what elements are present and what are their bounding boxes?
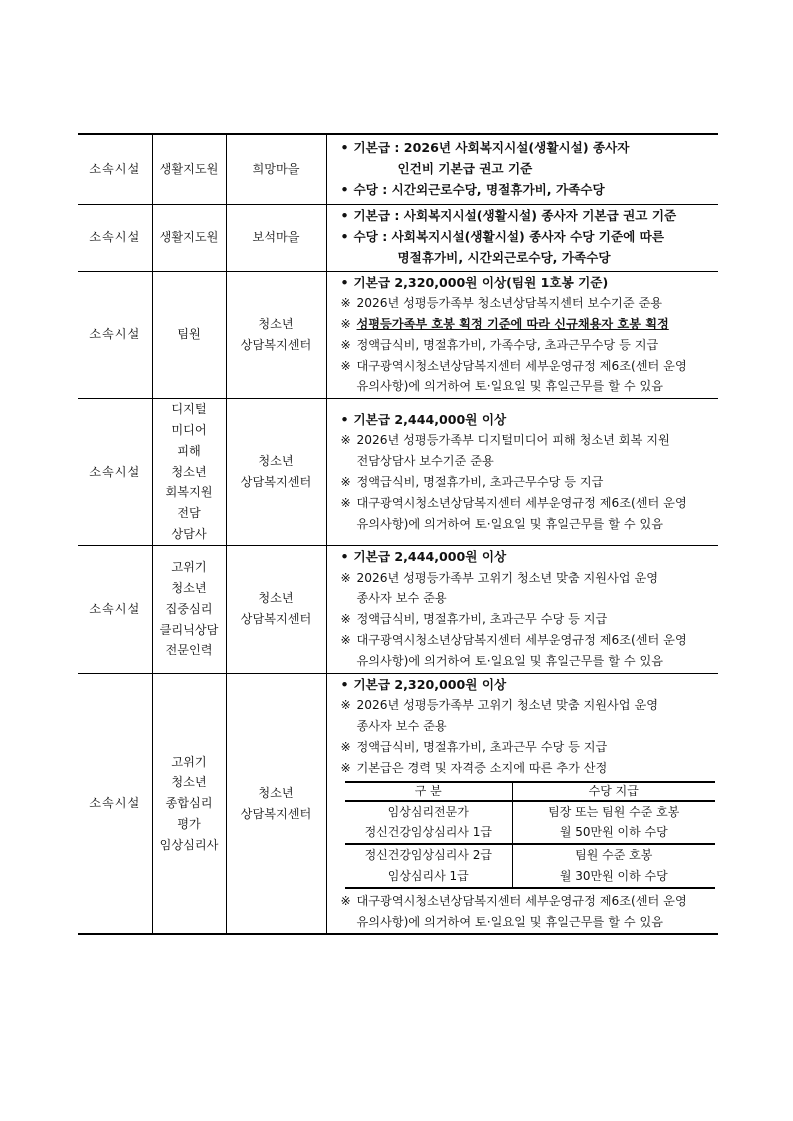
- salary-table: [78, 133, 718, 935]
- detail-bullet-text: 기본급 2,320,000원 이상: [353, 676, 507, 692]
- note-mark-icon: ※: [340, 317, 351, 332]
- detail-note-text: 정액급식비, 명절휴가비, 가족수당, 초과근무수당 등 지급: [356, 337, 659, 352]
- table-row: [78, 271, 718, 399]
- facility-line: 보석마을: [252, 230, 300, 245]
- facility-line: 상담복지센터: [240, 806, 312, 821]
- detail-cell: [326, 673, 718, 934]
- bullet-dot-icon: •: [340, 208, 349, 224]
- detail-note-line: [341, 493, 717, 514]
- facility-line: 청소년: [258, 591, 294, 606]
- facility-cell: [226, 545, 326, 673]
- detail-note-text: 기본급은 경력 및 자격증 소지에 따른 추가 산정: [356, 760, 608, 775]
- subtable-category-line: 정신건강임상심리사 1급: [364, 825, 492, 840]
- subtable-allowance-line: 월 50만원 이하 수당: [559, 825, 668, 840]
- detail-bullet-line: [341, 138, 717, 159]
- job-title-line: 청소년: [171, 775, 207, 790]
- detail-note-line: [341, 630, 717, 651]
- detail-note-text: 정액급식비, 명절휴가비, 초과근무수당 등 지급: [356, 475, 604, 490]
- detail-continuation-line: 종사자 보수 준용: [356, 591, 447, 606]
- detail-bullet-line: [341, 273, 717, 294]
- category-cell: 소속시설: [78, 134, 152, 204]
- detail-bullet-text: 수당 : 사회복지시설(생활시설) 종사자 수당 기준에 따른: [353, 229, 664, 245]
- category-cell: 소속시설: [78, 673, 152, 934]
- table-row: [78, 204, 718, 271]
- bullet-dot-icon: •: [340, 676, 349, 692]
- detail-note-line: [341, 314, 717, 335]
- detail-note-line: [341, 472, 717, 493]
- category-cell: 소속시설: [78, 271, 152, 399]
- subtable-allowance-line: 팀원 수준 호봉: [575, 848, 653, 863]
- job-title-line: 미디어: [171, 423, 207, 438]
- subtable-header-cell: 수당 지급: [513, 782, 715, 801]
- detail-note-text: 2026년 성평등가족부 청소년상담복지센터 보수기준 준용: [356, 296, 663, 311]
- job-title-line: 전문인력: [165, 643, 213, 658]
- salary-table-body: [78, 134, 718, 934]
- detail-bullet-text: 기본급 : 2026년 사회복지시설(생활시설) 종사자: [353, 140, 630, 156]
- facility-line: 청소년: [258, 785, 294, 800]
- subtable-category-line: 정신건강임상심리사 2급: [364, 848, 492, 863]
- detail-note-line: [341, 695, 717, 716]
- job-title-line: 클리닉상담: [159, 622, 219, 637]
- detail-bullet-text: 기본급 2,444,000원 이상: [353, 411, 507, 427]
- detail-note-text: 정액급식비, 명절휴가비, 초과근무 수당 등 지급: [356, 612, 608, 627]
- note-mark-icon: ※: [340, 337, 351, 352]
- note-mark-icon: ※: [340, 358, 351, 373]
- facility-line: 상담복지센터: [240, 612, 312, 627]
- detail-note-line: [341, 335, 717, 356]
- job-title-line: 생활지도원: [159, 230, 219, 245]
- note-mark-icon: ※: [340, 760, 351, 775]
- facility-line: 희망마을: [252, 161, 300, 176]
- detail-bullet-text: 기본급 : 사회복지시설(생활시설) 종사자 기본급 권고 기준: [353, 208, 677, 224]
- detail-continuation-line: 유의사항)에 의거하여 토·일요일 및 휴일근무를 할 수 있음: [356, 653, 664, 668]
- detail-note-line: [341, 293, 717, 314]
- job-title-line: 임상심리사: [159, 837, 219, 852]
- note-mark-icon: ※: [340, 740, 351, 755]
- subtable-row: [345, 844, 715, 888]
- facility-cell: [226, 204, 326, 271]
- job-title-cell: [152, 271, 226, 399]
- facility-cell: [226, 271, 326, 399]
- job-title-line: 종합심리: [165, 796, 213, 811]
- detail-note-line: [341, 568, 717, 589]
- note-mark-icon: ※: [340, 475, 351, 490]
- job-title-line: 청소년: [171, 464, 207, 479]
- bullet-dot-icon: •: [340, 229, 349, 245]
- detail-continuation-line: 유의사항)에 의거하여 토·일요일 및 휴일근무를 할 수 있음: [356, 379, 664, 394]
- detail-continuation-line: 유의사항)에 의거하여 토·일요일 및 휴일근무를 할 수 있음: [356, 914, 664, 929]
- table-row: [78, 134, 718, 204]
- subtable-category-cell: [345, 844, 513, 888]
- detail-cell: [326, 204, 718, 271]
- job-title-cell: [152, 545, 226, 673]
- facility-cell: [226, 399, 326, 546]
- bullet-dot-icon: •: [340, 548, 349, 564]
- subtable-category-line: 임상심리사 1급: [387, 869, 469, 884]
- subtable-row: [345, 801, 715, 845]
- detail-continuation-line: 유의사항)에 의거하여 토·일요일 및 휴일근무를 할 수 있음: [356, 516, 664, 531]
- job-title-line: 고위기: [171, 754, 207, 769]
- job-title-line: 고위기: [171, 560, 207, 575]
- facility-line: 상담복지센터: [240, 337, 312, 352]
- job-title-cell: [152, 673, 226, 934]
- note-mark-icon: ※: [340, 570, 351, 585]
- detail-note-text: 2026년 성평등가족부 디지털미디어 피해 청소년 회복 지원: [356, 433, 670, 448]
- note-mark-icon: ※: [340, 893, 351, 908]
- detail-bullet-text: 수당 : 시간외근로수당, 명절휴가비, 가족수당: [353, 181, 605, 197]
- job-title-line: 팀원: [177, 327, 201, 342]
- subtable-allowance-line: 월 30만원 이하 수당: [559, 869, 668, 884]
- detail-indent-line: 인건비 기본급 권고 기준: [397, 160, 533, 176]
- table-row: [78, 399, 718, 546]
- detail-cell: [326, 545, 718, 673]
- table-row: [78, 673, 718, 934]
- detail-note-text: 정액급식비, 명절휴가비, 초과근무 수당 등 지급: [356, 740, 608, 755]
- subtable-category-cell: [345, 801, 513, 845]
- job-title-line: 생활지도원: [159, 161, 219, 176]
- job-title-line: 상담사: [171, 527, 207, 542]
- detail-continuation-line: 종사자 보수 준용: [356, 719, 447, 734]
- note-mark-icon: ※: [340, 433, 351, 448]
- subtable-allowance-line: 팀장 또는 팀원 수준 호봉: [548, 804, 680, 819]
- category-cell: 소속시설: [78, 545, 152, 673]
- note-mark-icon: ※: [340, 296, 351, 311]
- detail-bullet-line: [341, 227, 717, 248]
- job-title-line: 전담: [177, 506, 201, 521]
- detail-note-line: [341, 758, 717, 779]
- detail-note-line: [341, 737, 717, 758]
- detail-bullet-text: 기본급 2,320,000원 이상(팀원 1호봉 기준): [353, 274, 609, 290]
- detail-continuation-line: 전담상담사 보수기준 준용: [356, 454, 494, 469]
- facility-cell: [226, 134, 326, 204]
- detail-note-text: 2026년 성평등가족부 고위기 청소년 맞춤 지원사업 운영: [356, 570, 658, 585]
- detail-bullet-line: [341, 410, 717, 431]
- job-title-cell: [152, 204, 226, 271]
- detail-note-line: [341, 609, 717, 630]
- note-mark-icon: ※: [340, 612, 351, 627]
- detail-note-text: 대구광역시청소년상담복지센터 세부운영규정 제6조(센터 운영: [356, 893, 687, 908]
- job-title-cell: [152, 399, 226, 546]
- detail-bullet-text: 기본급 2,444,000원 이상: [353, 548, 507, 564]
- category-cell: 소속시설: [78, 204, 152, 271]
- detail-note-line: [341, 891, 717, 912]
- subtable-category-line: 임상심리전문가: [387, 804, 469, 819]
- category-cell: 소속시설: [78, 399, 152, 546]
- subtable-allowance-cell: [513, 844, 715, 888]
- detail-bullet-line: [341, 206, 717, 227]
- bullet-dot-icon: •: [340, 411, 349, 427]
- subtable-header-cell: 구 분: [345, 782, 513, 801]
- note-mark-icon: ※: [340, 495, 351, 510]
- job-title-line: 평가: [177, 816, 201, 831]
- allowance-subtable: [345, 781, 715, 889]
- note-mark-icon: ※: [340, 633, 351, 648]
- job-title-cell: [152, 134, 226, 204]
- detail-note-text: 대구광역시청소년상담복지센터 세부운영규정 제6조(센터 운영: [356, 495, 687, 510]
- subtable-header-row: [345, 782, 715, 801]
- facility-line: 청소년: [258, 317, 294, 332]
- detail-note-line: [341, 430, 717, 451]
- subtable-allowance-cell: [513, 801, 715, 845]
- facility-line: 청소년: [258, 454, 294, 469]
- detail-note-text: 2026년 성평등가족부 고위기 청소년 맞춤 지원사업 운영: [356, 698, 658, 713]
- table-row: [78, 545, 718, 673]
- detail-note-text: 대구광역시청소년상담복지센터 세부운영규정 제6조(센터 운영: [356, 633, 687, 648]
- job-title-line: 집중심리: [165, 601, 213, 616]
- job-title-line: 디지털: [171, 402, 207, 417]
- bullet-dot-icon: •: [340, 274, 349, 290]
- detail-note-line: [341, 356, 717, 377]
- job-title-line: 회복지원: [165, 485, 213, 500]
- detail-bullet-line: [341, 547, 717, 568]
- facility-cell: [226, 673, 326, 934]
- bullet-dot-icon: •: [340, 181, 349, 197]
- detail-note-text: 성평등가족부 호봉 획정 기준에 따라 신규채용자 호봉 획정: [356, 317, 669, 332]
- note-mark-icon: ※: [340, 698, 351, 713]
- detail-cell: [326, 399, 718, 546]
- bullet-dot-icon: •: [340, 140, 349, 156]
- job-title-line: 청소년: [171, 581, 207, 596]
- detail-cell: [326, 271, 718, 399]
- detail-note-text: 대구광역시청소년상담복지센터 세부운영규정 제6조(센터 운영: [356, 358, 687, 373]
- detail-cell: [326, 134, 718, 204]
- detail-bullet-line: [341, 675, 717, 696]
- facility-line: 상담복지센터: [240, 475, 312, 490]
- detail-bullet-line: [341, 180, 717, 201]
- job-title-line: 피해: [177, 443, 201, 458]
- detail-indent-line: 명절휴가비, 시간외근로수당, 가족수당: [397, 249, 611, 265]
